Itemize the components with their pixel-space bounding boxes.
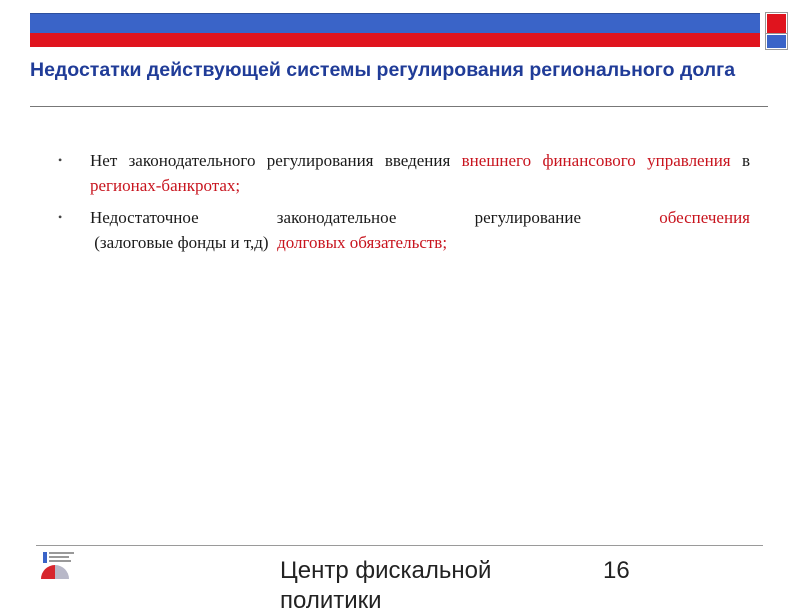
bullet-highlight: регионах-банкротах; [90,176,241,195]
title-divider [30,106,768,107]
bullet-dot-icon: • [58,210,63,224]
header-bar-red [30,33,760,47]
footer-organization: Центр фискальной политики [280,557,492,614]
bullet-list [58,148,750,262]
corner-square-blue [766,34,787,49]
bullet-item [58,205,750,255]
bullet-item [58,148,750,198]
center-fiscal-policy-logo-icon [38,549,78,581]
bullet-highlight: внешнего финансового управления [461,151,731,170]
header-bar-blue [30,13,760,33]
bullet-highlight: долговых обязательств; [277,233,448,252]
bullet-text: Недостаточное законодательное регулирование [90,208,660,227]
bullet-text: (залоговые фонды и т,д) [90,233,278,252]
slide-title: Недостатки действующей системы регулирования регионального долга [30,59,736,81]
bullet-text: Нет законодательного регулирования введения [90,151,462,170]
bullet-text: в [730,151,750,170]
bullet-dot-icon: • [58,153,63,167]
page-number: 16 [603,557,630,584]
footer-divider [36,545,763,546]
bullet-highlight: обеспечения [659,208,750,227]
corner-square-red [766,13,787,34]
